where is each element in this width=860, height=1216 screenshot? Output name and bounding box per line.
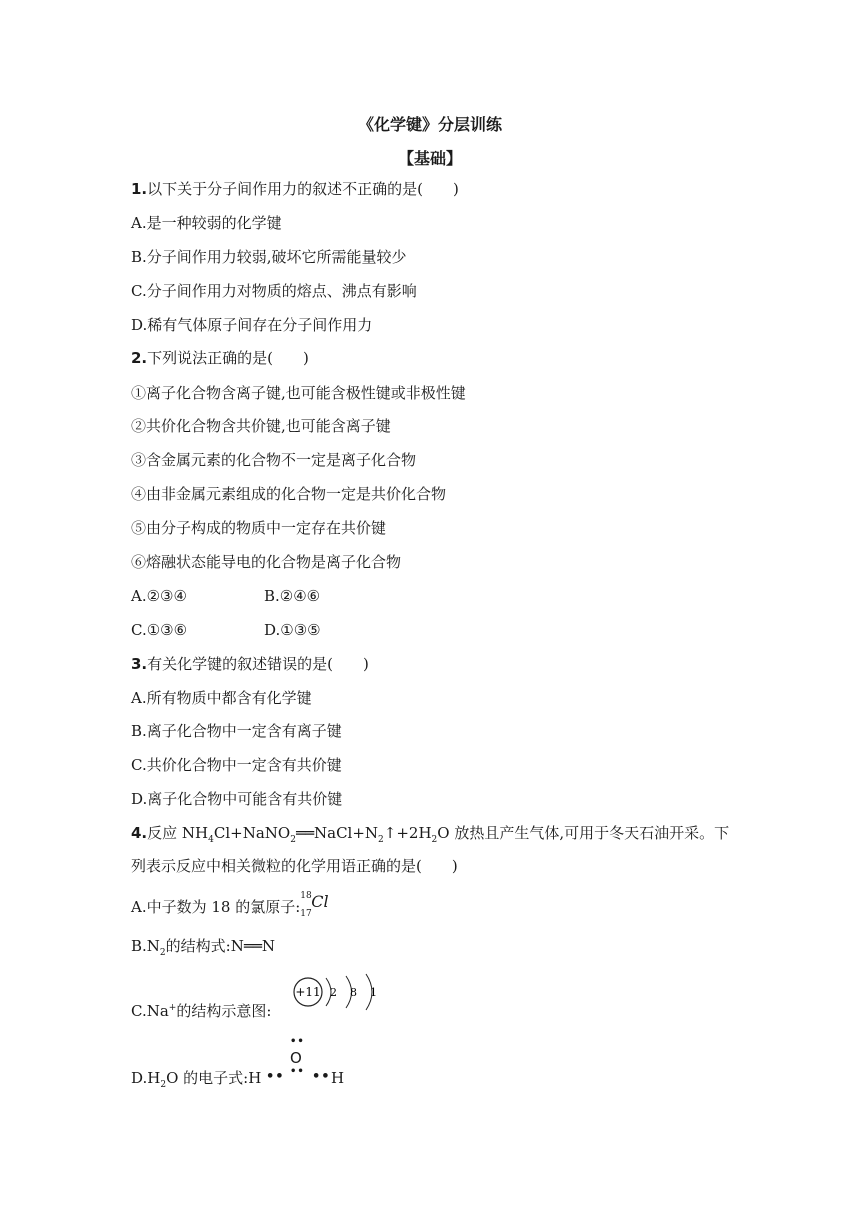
q1-option-a: A.是一种较弱的化学键: [131, 214, 282, 232]
nuclide-symbol: [300, 891, 330, 919]
atomic-structure-diagram: [290, 972, 386, 1012]
question-number: 4.: [131, 824, 148, 842]
oxygen-symbol: O: [290, 1049, 302, 1067]
q1-option-c: C.分子间作用力对物质的熔点、沸点有影响: [131, 282, 417, 300]
q4-option-d: $D.H_2O$ 的电子式:H: [131, 1069, 262, 1090]
q4-option-c: C.Na+的结构示意图:: [131, 1002, 272, 1020]
lewis-dots-bottom: ••: [290, 1066, 305, 1077]
q1-option-b: B.分子间作用力较弱,破坏它所需能量较少: [131, 248, 407, 266]
lewis-dots-left: ••: [266, 1069, 285, 1084]
q2-statement-6: ⑥熔融状态能导电的化合物是离子化合物: [131, 553, 402, 571]
question-4-stem: [131, 823, 729, 850]
q2-option-b: B.②④⑥: [264, 587, 321, 605]
page-title: 《化学键》分层训练: [357, 115, 502, 134]
question-4-stem-line2: 列表示反应中相关微粒的化学用语正确的是( ): [131, 857, 458, 875]
shell-2-count: 8: [350, 986, 357, 999]
q2-option-a: A.②③④: [131, 587, 187, 605]
q2-option-c: C.①③⑥: [131, 621, 188, 639]
q3-option-a: A.所有物质中都含有化学键: [131, 689, 312, 707]
atomic-number: 17: [300, 909, 312, 919]
q3-option-c: C.共价化合物中一定含有共价键: [131, 756, 342, 774]
question-text: 有关化学键的叙述错误的是( ): [147, 655, 369, 673]
question-text: 下列说法正确的是( ): [147, 349, 309, 367]
hydrogen-symbol: H: [331, 1069, 345, 1087]
q2-option-d: D.①③⑤: [264, 621, 321, 639]
question-number: 3.: [131, 655, 148, 673]
lewis-dots-top: ••: [290, 1036, 305, 1047]
question-1-stem: [131, 179, 459, 199]
nucleus-charge: +11: [295, 985, 321, 999]
q3-option-d: D.离子化合物中可能含有共价键: [131, 790, 343, 808]
question-3-stem: [131, 654, 369, 674]
mass-number: 18: [300, 891, 312, 901]
q2-statement-1: ①离子化合物含离子键,也可能含极性键或非极性键: [131, 384, 466, 402]
shell-3-count: 1: [370, 986, 377, 999]
section-heading: 【基础】: [397, 149, 462, 168]
q4-option-a: [131, 891, 330, 919]
option-text: A.中子数为 18 的氯原子:: [131, 898, 301, 916]
shell-1-count: 2: [330, 986, 337, 999]
q2-statement-3: ③含金属元素的化合物不一定是离子化合物: [131, 451, 417, 469]
lewis-dots-right: ••: [312, 1069, 331, 1084]
q2-statement-5: ⑤由分子构成的物质中一定存在共价键: [131, 519, 387, 537]
q2-statement-4: ④由非金属元素组成的化合物一定是共价化合物: [131, 485, 447, 503]
question-number: 1.: [131, 180, 148, 198]
q3-option-b: B.离子化合物中一定含有离子键: [131, 722, 342, 740]
q2-statement-2: ②共价化合物含共价键,也可能含离子键: [131, 417, 391, 435]
q1-option-d: D.稀有气体原子间存在分子间作用力: [131, 316, 373, 334]
q4-option-b: $B.N_2$的结构式:N══N: [131, 937, 276, 958]
question-2-stem: [131, 348, 309, 368]
question-text: 以下关于分子间作用力的叙述不正确的是( ): [147, 180, 459, 198]
reaction-equation: 反应 $NH_4Cl+NaNO_2══NaCl+N_2↑+2H_2O$ 放热且产生气体,可用于冬天石油开采。下: [147, 824, 730, 845]
element-symbol: Cl: [311, 892, 329, 911]
question-number: 2.: [131, 349, 148, 367]
